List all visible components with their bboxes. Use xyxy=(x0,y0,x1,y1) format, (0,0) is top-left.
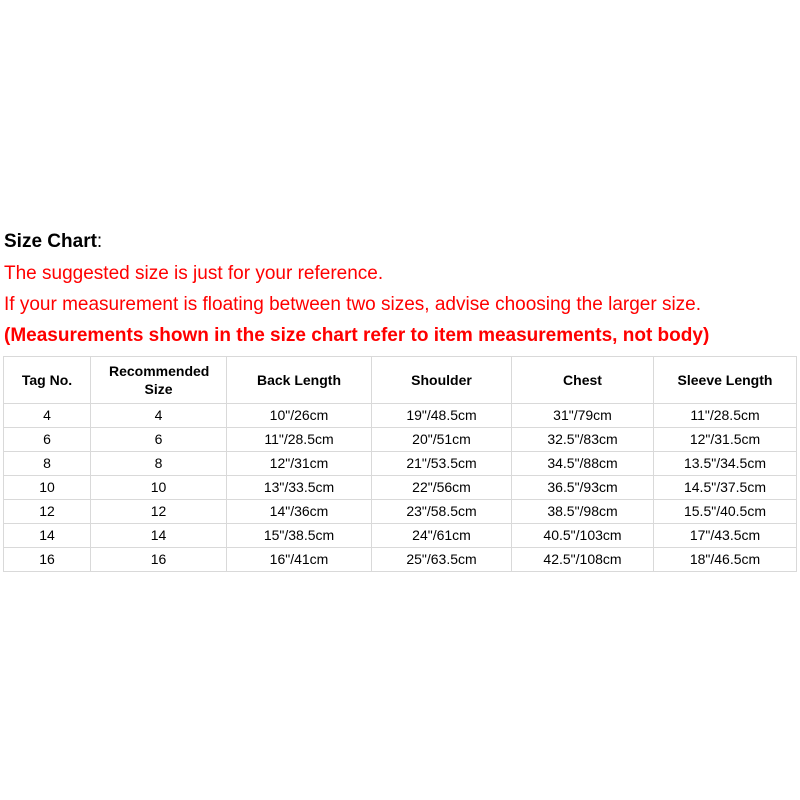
cell-back-length: 12"/31cm xyxy=(227,452,372,476)
cell-chest: 34.5"/88cm xyxy=(512,452,654,476)
cell-back-length: 13"/33.5cm xyxy=(227,476,372,500)
title-line xyxy=(4,226,796,258)
column-header-tag-no: Tag No. xyxy=(4,357,91,404)
cell-sleeve-length: 11"/28.5cm xyxy=(654,404,797,428)
cell-tag-no: 10 xyxy=(4,476,91,500)
cell-chest: 36.5"/93cm xyxy=(512,476,654,500)
cell-chest: 32.5"/83cm xyxy=(512,428,654,452)
cell-tag-no: 6 xyxy=(4,428,91,452)
cell-tag-no: 4 xyxy=(4,404,91,428)
column-header-shoulder: Shoulder xyxy=(372,357,512,404)
cell-sleeve-length: 13.5"/34.5cm xyxy=(654,452,797,476)
cell-tag-no: 16 xyxy=(4,548,91,572)
sizing-advice-note: If your measurement is floating between two sizes, advise choosing the larger size. xyxy=(4,294,702,315)
cell-recommended-size: 14 xyxy=(91,524,227,548)
cell-chest: 40.5"/103cm xyxy=(512,524,654,548)
column-header-recommended-size: Recommended Size xyxy=(91,357,227,404)
cell-recommended-size: 4 xyxy=(91,404,227,428)
cell-shoulder: 20"/51cm xyxy=(372,428,512,452)
table-row xyxy=(4,452,797,476)
cell-back-length: 11"/28.5cm xyxy=(227,428,372,452)
column-header-back-length: Back Length xyxy=(227,357,372,404)
cell-shoulder: 23"/58.5cm xyxy=(372,500,512,524)
table-row xyxy=(4,476,797,500)
cell-sleeve-length: 18"/46.5cm xyxy=(654,548,797,572)
cell-recommended-size: 16 xyxy=(91,548,227,572)
cell-back-length: 15"/38.5cm xyxy=(227,524,372,548)
cell-recommended-size: 8 xyxy=(91,452,227,476)
cell-tag-no: 14 xyxy=(4,524,91,548)
table-row xyxy=(4,428,797,452)
table-row xyxy=(4,500,797,524)
cell-sleeve-length: 14.5"/37.5cm xyxy=(654,476,797,500)
table-row xyxy=(4,524,797,548)
cell-chest: 38.5"/98cm xyxy=(512,500,654,524)
cell-recommended-size: 12 xyxy=(91,500,227,524)
cell-recommended-size: 10 xyxy=(91,476,227,500)
cell-sleeve-length: 12"/31.5cm xyxy=(654,428,797,452)
cell-chest: 42.5"/108cm xyxy=(512,548,654,572)
cell-back-length: 10"/26cm xyxy=(227,404,372,428)
column-header-sleeve-length: Sleeve Length xyxy=(654,357,797,404)
cell-chest: 31"/79cm xyxy=(512,404,654,428)
cell-shoulder: 25"/63.5cm xyxy=(372,548,512,572)
cell-back-length: 16"/41cm xyxy=(227,548,372,572)
measurement-disclaimer: (Measurements shown in the size chart refer to item measurements, not body) xyxy=(4,325,710,346)
table-header-row xyxy=(4,357,797,404)
column-header-chest: Chest xyxy=(512,357,654,404)
cell-back-length: 14"/36cm xyxy=(227,500,372,524)
cell-tag-no: 12 xyxy=(4,500,91,524)
size-chart-header xyxy=(4,226,796,352)
page-title: Size Chart xyxy=(4,231,97,252)
cell-shoulder: 19"/48.5cm xyxy=(372,404,512,428)
cell-shoulder: 22"/56cm xyxy=(372,476,512,500)
size-chart-table xyxy=(3,356,797,572)
table-row xyxy=(4,404,797,428)
cell-shoulder: 24"/61cm xyxy=(372,524,512,548)
cell-shoulder: 21"/53.5cm xyxy=(372,452,512,476)
cell-tag-no: 8 xyxy=(4,452,91,476)
cell-recommended-size: 6 xyxy=(91,428,227,452)
reference-note: The suggested size is just for your reference. xyxy=(4,263,384,284)
title-colon: : xyxy=(96,231,103,252)
cell-sleeve-length: 15.5"/40.5cm xyxy=(654,500,797,524)
cell-sleeve-length: 17"/43.5cm xyxy=(654,524,797,548)
table-row xyxy=(4,548,797,572)
